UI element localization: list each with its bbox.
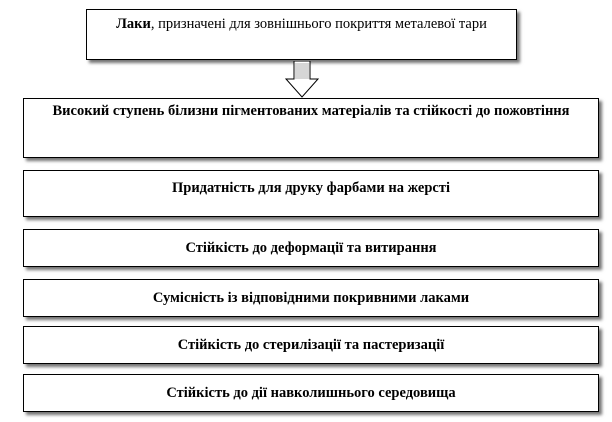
property-box-sterilization-resistance — [23, 326, 599, 364]
property-text: Сумісність із відповідними покривними лаками — [152, 289, 470, 306]
title-bold-word: Лаки — [116, 16, 151, 32]
property-box-deformation-resistance — [23, 229, 599, 267]
title-box — [86, 9, 517, 60]
property-text: Високий ступень білизни пігментованих матеріалів та стійкості до пожовтіння — [52, 103, 570, 119]
property-text: Стійкість до деформації та витирання — [185, 239, 437, 256]
title-text — [116, 16, 487, 33]
property-text: Придатність для друку фарбами на жерсті — [171, 180, 451, 196]
title-rest: , призначені для зовнішнього покриття металевої тари — [150, 16, 487, 32]
property-box-compatibility — [23, 279, 599, 317]
property-text: Стійкість до стерилізації та пастеризації — [177, 336, 445, 353]
down-arrow-icon — [285, 61, 319, 98]
property-box-environment-resistance — [23, 374, 599, 412]
property-text: Стійкість до дії навколишнього середовища — [166, 384, 456, 401]
property-box-printability — [23, 170, 599, 217]
property-box-whiteness — [23, 98, 599, 158]
